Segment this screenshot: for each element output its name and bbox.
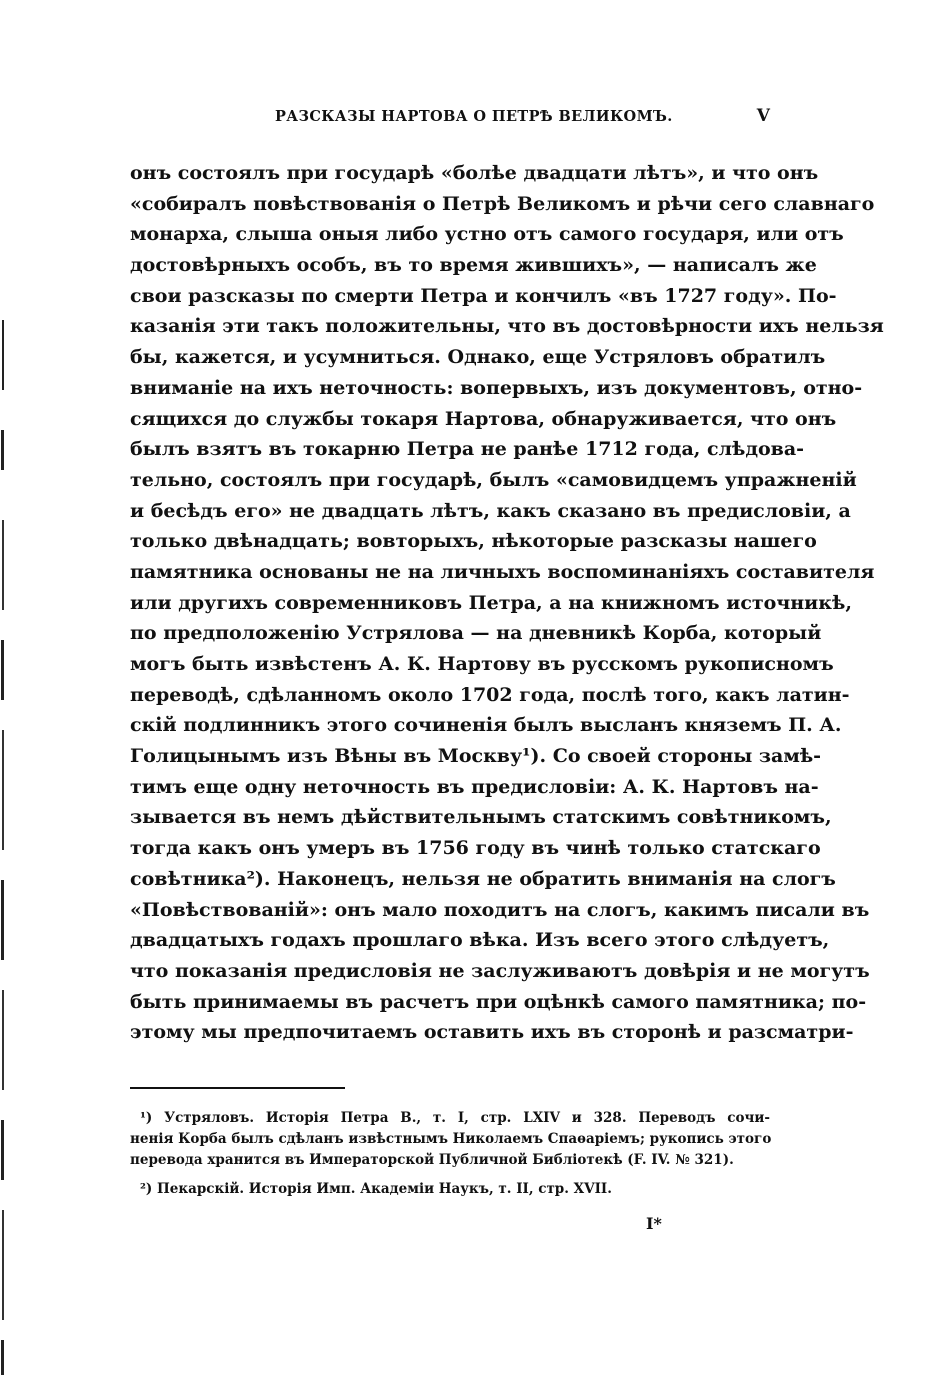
text-line: этому мы предпочитаемъ оставить ихъ въ сторонѣ и разсматри- (130, 1021, 854, 1044)
text-line: быть принимаемы въ расчетъ при оцѣнкѣ самого памятника; по- (130, 990, 867, 1013)
footnote-1-line: ненія Корба былъ сдѣланъ извѣстнымъ Николаемъ Спаѳаріемъ; рукопись этого (130, 1131, 772, 1147)
footnote-divider (130, 1087, 345, 1089)
text-line: тимъ еще одну неточность въ предисловіи: А. К. Нартовъ на- (130, 775, 819, 798)
text-line: совѣтника²). Наконецъ, нельзя не обратить вниманія на слогъ (130, 867, 836, 890)
text-line: сящихся до службы токаря Нартова, обнаруживается, что онъ (130, 407, 837, 430)
signature-mark: I* (646, 1214, 662, 1233)
text-line: по предположенію Устрялова — на дневникѣ Корба, который (130, 622, 822, 645)
text-line: скій подлинникъ этого сочиненія былъ высланъ княземъ П. А. (130, 714, 842, 737)
binding-edge-marks (0, 320, 14, 1380)
text-line: могъ быть извѣстенъ А. К. Нартову въ русскомъ рукописномъ (130, 653, 834, 675)
footnote-1-line: перевода хранится въ Императорской Публичной Библіотекѣ (F. IV. № 321). (130, 1152, 734, 1168)
text-line: памятника основаны не на личныхъ воспоминаніяхъ составителя (130, 560, 875, 583)
running-title: РАЗСКАЗЫ НАРТОВА О ПЕТРѢ ВЕЛИКОМЪ. (275, 108, 673, 125)
text-line: онъ состоялъ при государѣ «болѣе двадцати лѣтъ», и что онъ (130, 162, 819, 184)
text-line: что показанія предисловія не заслуживаютъ довѣрія и не могутъ (130, 959, 870, 982)
text-line: «Повѣствованій»: онъ мало походитъ на слогъ, какимъ писали въ (130, 898, 870, 921)
footnote-1-line: ¹) Устряловъ. Исторія Петра В., т. I, стр. LXIV и 328. Переводъ сочи- (140, 1110, 770, 1126)
text-line: тогда какъ онъ умеръ въ 1756 году въ чинѣ только статскаго (130, 837, 821, 860)
page-number: V (756, 106, 770, 126)
running-head (130, 108, 770, 132)
body-text (130, 158, 884, 1048)
text-line: и бесѣдъ его» не двадцать лѣтъ, какъ сказано въ предисловіи, а (130, 499, 851, 522)
text-line: казанія эти такъ положительны, что въ достовѣрности ихъ нельзя (130, 315, 884, 338)
text-line: зывается въ немъ дѣйствительнымъ статскимъ совѣтникомъ, (130, 806, 832, 829)
text-line: «собиралъ повѣствованія о Петрѣ Великомъ и рѣчи сего славнаго (130, 192, 875, 215)
footnotes (130, 1108, 770, 1200)
text-line: Голицынымъ изъ Вѣны въ Москву¹). Со своей стороны замѣ- (130, 745, 822, 768)
text-line: былъ взятъ въ токарню Петра не ранѣе 1712 года, слѣдова- (130, 438, 805, 461)
text-line: достовѣрныхъ особъ, въ то время жившихъ», — написалъ же (130, 254, 817, 277)
text-line: бы, кажется, и усумниться. Однако, еще Устряловъ обратилъ (130, 346, 826, 369)
text-line: или другихъ современниковъ Петра, а на книжномъ источникѣ, (130, 591, 852, 614)
text-line: переводѣ, сдѣланномъ около 1702 года, послѣ того, какъ латин- (130, 683, 850, 706)
text-line: двадцатыхъ годахъ прошлаго вѣка. Изъ всего этого слѣдуетъ, (130, 929, 830, 952)
text-line: вниманіе на ихъ неточность: вопервыхъ, изъ документовъ, отно- (130, 376, 863, 399)
text-line: монарха, слыша оныя либо устно отъ самого государя, или отъ (130, 223, 844, 246)
text-line: тельно, состоялъ при государѣ, былъ «самовидцемъ упражненій (130, 468, 857, 491)
text-line: только двѣнадцать; вовторыхъ, нѣкоторые разсказы нашего (130, 530, 817, 553)
text-line: свои разсказы по смерти Петра и кончилъ «въ 1727 году». По- (130, 284, 837, 307)
footnote-2: ²) Пекарскій. Исторія Имп. Академіи Наукъ, т. II, стр. XVII. (140, 1181, 612, 1197)
